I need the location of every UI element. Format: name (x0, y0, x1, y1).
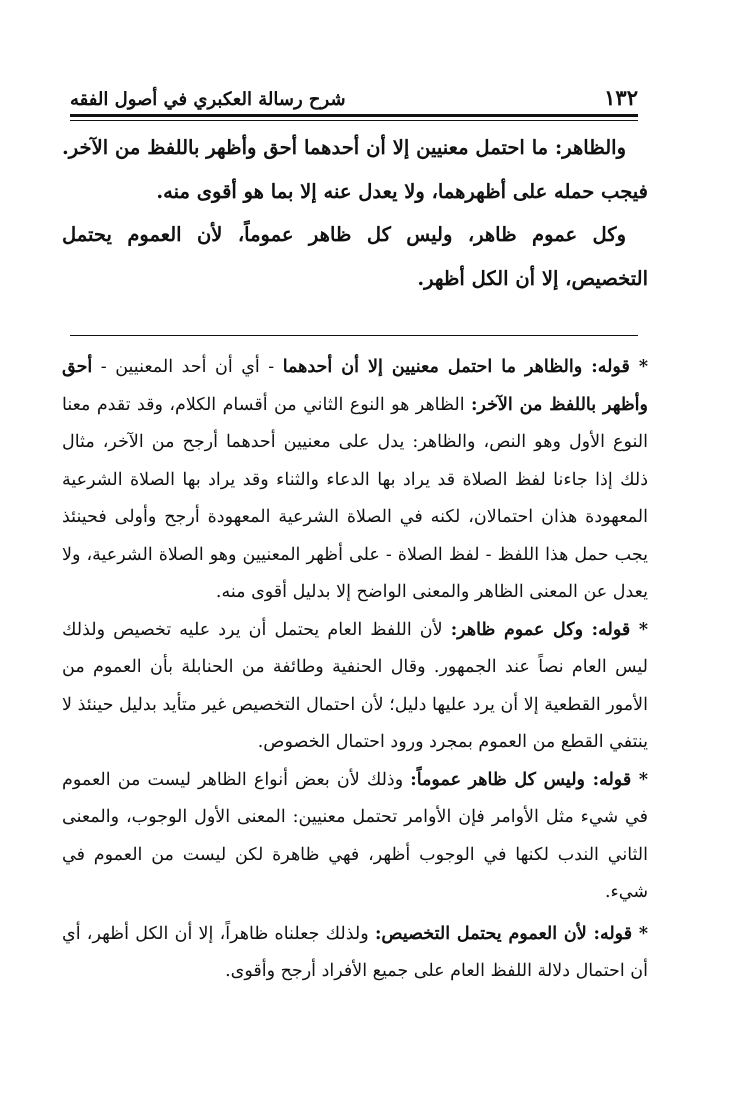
running-title: شرح رسالة العكبري في أصول الفقه (70, 89, 346, 110)
commentary-paragraph-1 (62, 349, 648, 612)
commentary-text: ولذلك جعلناه ظاهراً، إلا أن الكل أظهر، أي أن احتمال دلالة اللفظ العام على جميع الأفراد أرجح وأقوى. (62, 923, 648, 981)
commentary (62, 349, 648, 991)
commentary-paragraph-2 (62, 612, 648, 762)
page-header (70, 82, 638, 110)
commentary-text: لأن اللفظ العام يحتمل أن يرد عليه تخصيص ولذلك ليس العام نصاً عند الجمهور. وقال الحنفية وطائفة من الحنابلة بأن العموم من الأمور القطعية إلا أن يرد عليها دليل؛ لأن احتمال التخصيص غير متأيد بدليل حينئذ لا ينتفي القطع من العموم بمجرد ورود احتمال الخصوص. (62, 619, 648, 752)
main-text (62, 126, 648, 300)
commentary-lead: أحق وأظهر باللفظ من الآخر: (62, 357, 648, 415)
commentary-lead: * قوله: وليس كل ظاهر عموماً: (410, 769, 648, 790)
commentary-lead: * قوله: وكل عموم ظاهر: (450, 619, 648, 640)
main-paragraph-1: والظاهر: ما احتمل معنيين إلا أن أحدهما أحق وأظهر باللفظ من الآخر. فيجب حمله على أظهرهما، ولا يعدل عنه إلا بما هو أقوى منه. (62, 136, 648, 203)
header-rule-thin (70, 120, 638, 121)
commentary-inline: - أي أن أحد المعنيين - (92, 357, 283, 377)
commentary-paragraph-4 (62, 916, 648, 991)
commentary-paragraph-3 (62, 762, 648, 912)
commentary-lead: * قوله: لأن العموم يحتمل التخصيص: (374, 923, 648, 944)
main-paragraph-2: وكل عموم ظاهر، وليس كل ظاهر عموماً، لأن العموم يحتمل التخصيص، إلا أن الكل أظهر. (62, 223, 648, 290)
page-number: ١٣٢ (604, 85, 638, 110)
footnote-separator (70, 335, 638, 336)
header-rule-thick (70, 114, 638, 117)
commentary-lead: * قوله: والظاهر ما احتمل معنيين إلا أن أحدهما (282, 357, 649, 377)
commentary-text: الظاهر هو النوع الثاني من أقسام الكلام، وقد تقدم معنا النوع الأول وهو النص، والظاهر: يدل على معنيين أحدهما أرجح من الآخر، مثال ذلك إذا جاءنا لفظ الصلاة قد يراد بها الدعاء والثناء وقد يراد بها الصلاة الشرعية المعهودة هذان احتمالان، لكنه في الصلاة الشرعية المعهودة أرجح وأولى فحينئذ يجب حمل هذا اللفظ - لفظ الصلاة - على أظهر المعنيين وهو الصلاة الشرعية، ولا يعدل عن المعنى الظاهر والمعنى الواضح إلا بدليل أقوى منه. (62, 394, 648, 602)
commentary-text: وذلك لأن بعض أنواع الظاهر ليست من العموم في شيء مثل الأوامر فإن الأوامر تحتمل معنيين: المعنى الأول الوجوب، والمعنى الثاني الندب لكنها في الوجوب أظهر، فهي ظاهرة لكن ليست من العموم في شيء. (62, 769, 648, 902)
